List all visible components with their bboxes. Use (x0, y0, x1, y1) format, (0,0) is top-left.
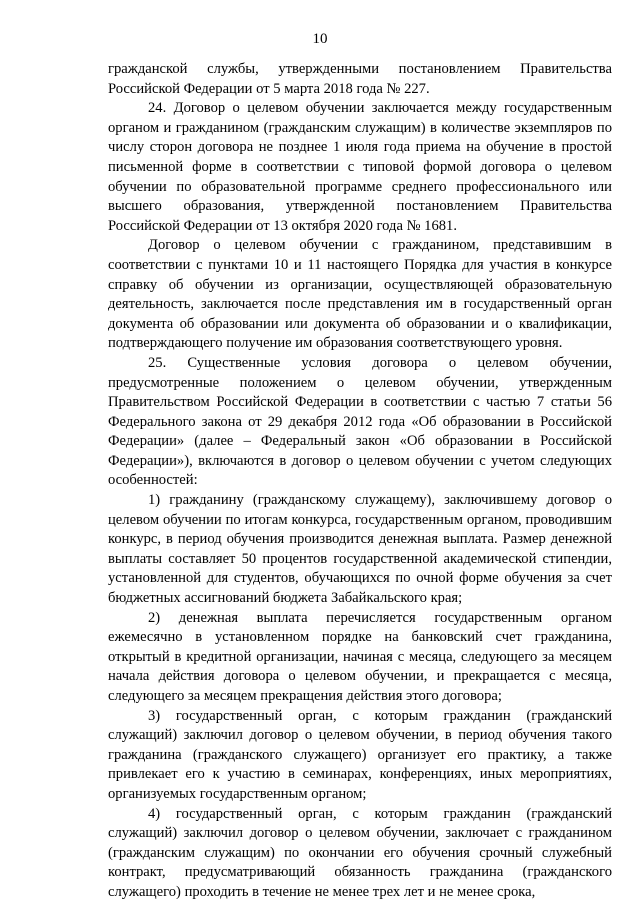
paragraph-continuation: гражданской службы, утвержденными постановлением Правительства Российской Федерации от 5 марта 2018 года № 227. (108, 61, 612, 97)
paragraph-subitem-4: 4) государственный орган, с которым гражданин (гражданский служащий) заключил договор о целевом обучении, заключает с гражданином (гражданским служащим) по окончании его обучения срочный служебный контракт, предусматривающий обязанность гражданина (гражданского служащего) проходить в течение не менее трех лет и не менее срока, (108, 805, 612, 900)
paragraph-subitem-3: 3) государственный орган, с которым гражданин (гражданский служащий) заключил договор о целевом обучении, в период обучения такого гражданина (гражданского служащего) организует его практику, а также привлекает его к участию в семинарах, конференциях, иных мероприятиях, организуемых государственным органом; (108, 707, 612, 802)
paragraph-target-contract-certificate: Договор о целевом обучении с гражданином, представившим в соответствии с пунктами 10 и 11 настоящего Порядка для участия в конкурсе справку об обучении из организации, осуществляющей образовательную деятельность, заключается после представления им в государственный орган документа об образовании или документа об образовании и о квалификации, подтверждающего получение им образования соответствующего уровня. (108, 237, 612, 352)
paragraph-subitem-2: 2) денежная выплата перечисляется государственным органом ежемесячно в установленном порядке на банковский счет гражданина, открытый в кредитной организации, начиная с месяца, следующего за месяцем начала действия договора о целевом обучении, и прекращается с месяца, следующего за месяцем прекращения действия этого договора; (108, 609, 612, 704)
document-body (108, 60, 612, 903)
paragraph-subitem-1: 1) гражданину (гражданскому служащему), заключившему договор о целевом обучении по итогам конкурса, государственным органом, проводившим конкурс, в период обучения производится денежная выплата. Размер денежной выплаты составляет 50 процентов государственной академической стипендии, установленной для студентов, обучающихся по очной форме обучения за счет бюджетных ассигнований бюджета Забайкальского края; (108, 492, 612, 607)
page-number: 10 (312, 31, 328, 47)
paragraph-item-25: 25. Существенные условия договора о целевом обучении, предусмотренные положением о целевом обучении, утвержденным Правительством Российской Федерации в соответствии с частью 7 статьи 56 Федерального закона от 29 декабря 2012 года «Об образовании в Российской Федерации» (далее – Федеральный закон «Об образовании в Российской Федерации»), включаются в договор о целевом обучении с учетом следующих особенностей: (108, 354, 612, 489)
paragraph-item-24: 24. Договор о целевом обучении заключается между государственным органом и гражданином (гражданским служащим) в количестве экземпляров по числу сторон договора не позднее 1 июля года приема на обучение в простой письменной форме в соответствии с типовой формой договора о целевом обучении по образовательной программе среднего профессионального или высшего образования, утвержденной постановлением Правительства Российской Федерации от 13 октября 2020 года № 1681. (108, 100, 612, 234)
